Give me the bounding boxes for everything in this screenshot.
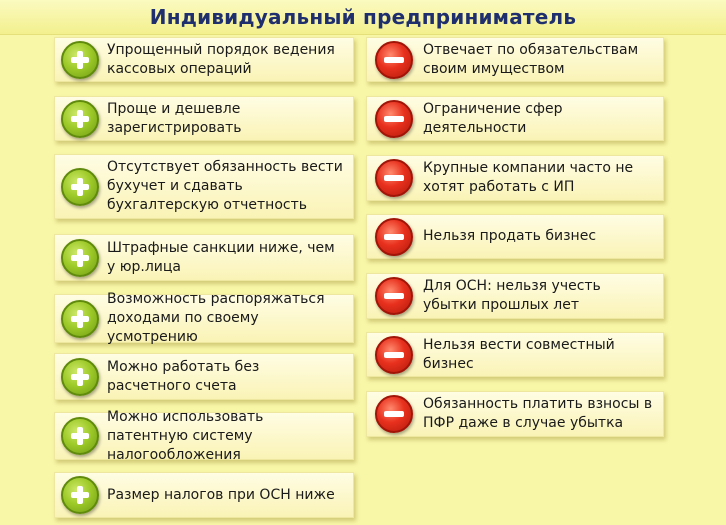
page-title: Индивидуальный предприниматель (149, 5, 577, 29)
minus-icon (375, 336, 413, 374)
con-text: Нельзя продать бизнес (423, 228, 597, 244)
title-bar (0, 0, 726, 35)
pro-text: Отсутствует обязанность вести бухучет и сдавать бухгалтерскую отчетность (107, 159, 343, 213)
plus-icon (61, 300, 99, 338)
pro-card (54, 96, 354, 141)
con-text: Обязанность платить взносы в ПФР даже в случае убытка (423, 396, 653, 431)
plus-icon (61, 417, 99, 455)
minus-icon (375, 159, 413, 197)
con-card (366, 391, 664, 437)
pro-card (54, 472, 354, 518)
pro-text: Можно работать без расчетного счета (107, 358, 260, 394)
plus-icon (61, 239, 99, 277)
pro-card (54, 154, 354, 219)
minus-icon (375, 100, 413, 138)
pro-text: Возможность распоряжаться доходами по своему усмотрению (107, 291, 325, 345)
pro-text: Штрафные санкции ниже, чем у юр.лица (107, 239, 335, 275)
minus-icon (375, 395, 413, 433)
plus-icon (61, 476, 99, 514)
con-text: Нельзя вести совместный бизнес (423, 336, 615, 372)
con-text: Ограничение сфер деятельности (423, 100, 563, 136)
con-card (366, 332, 664, 377)
pro-text: Можно использовать патентную систему налогообложения (107, 408, 264, 463)
con-card (366, 273, 664, 319)
con-text: Крупные компании часто не хотят работать с ИП (423, 160, 634, 195)
pro-card (54, 234, 354, 281)
con-text: Отвечает по обязательствам своим имуществом (423, 41, 639, 77)
minus-icon (375, 277, 413, 315)
con-card (366, 96, 664, 141)
pro-card (54, 37, 354, 82)
minus-icon (375, 41, 413, 79)
con-card (366, 214, 664, 259)
plus-icon (61, 168, 99, 206)
pro-text: Размер налогов при ОСН ниже (107, 486, 335, 503)
pro-text: Упрощенный порядок ведения кассовых операций (107, 41, 335, 77)
plus-icon (61, 100, 99, 138)
pro-card (54, 291, 354, 345)
plus-icon (61, 358, 99, 396)
con-text: Для ОСН: нельзя учесть убытки прошлых лет (423, 278, 601, 313)
minus-icon (375, 218, 413, 256)
con-card (366, 37, 664, 82)
pro-card (54, 408, 354, 463)
pro-text: Проще и дешевле зарегистрировать (107, 100, 242, 136)
pro-card (54, 353, 354, 400)
plus-icon (61, 41, 99, 79)
con-card (366, 155, 664, 201)
